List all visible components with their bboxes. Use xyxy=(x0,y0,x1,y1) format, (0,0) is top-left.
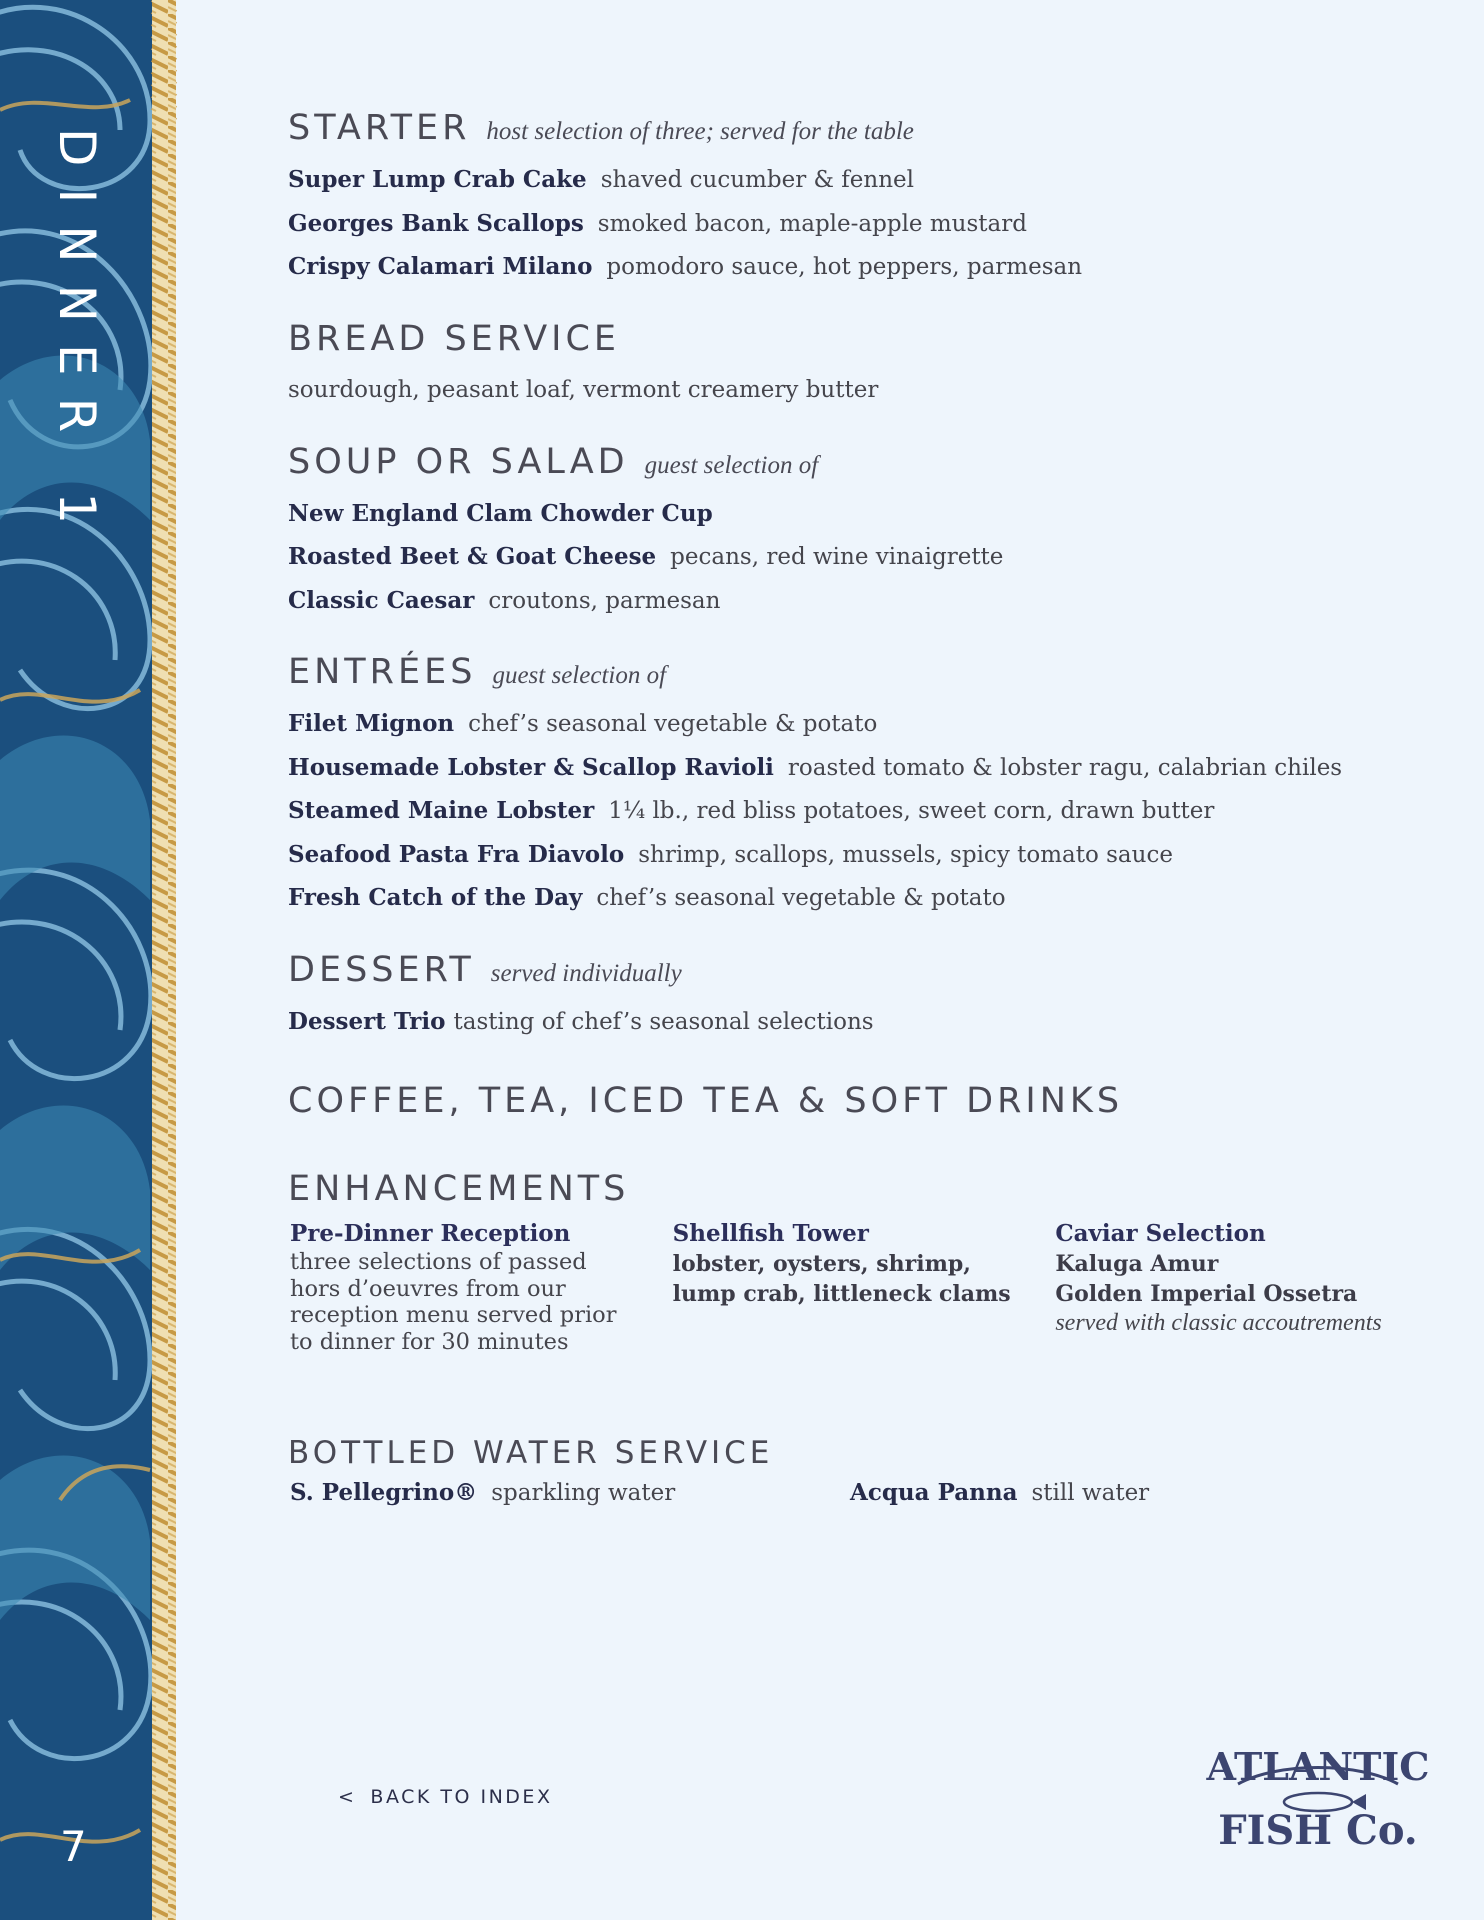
atlantic-fish-logo xyxy=(1206,1722,1430,1876)
item-desc: pomodoro sauce, hot peppers, parmesan xyxy=(606,254,1083,280)
section-bread xyxy=(288,319,1438,412)
item-name: Filet Mignon xyxy=(288,710,455,737)
logo-line2: FISH Co. xyxy=(1218,1807,1418,1854)
enhancement-caviar xyxy=(1055,1219,1438,1355)
item-desc: tasting of chef’s seasonal selections xyxy=(453,1008,874,1035)
menu-item xyxy=(288,876,1438,920)
enhancement-line: Kaluga Amur xyxy=(1055,1251,1219,1277)
section-header xyxy=(288,652,1438,702)
enhancement-reception xyxy=(290,1219,673,1355)
enhancement-line: lobster, oysters, shrimp, xyxy=(672,1251,971,1277)
menu-item xyxy=(288,492,1438,536)
section-entrees xyxy=(288,652,1438,920)
item-name: Roasted Beet & Goat Cheese xyxy=(288,543,657,570)
item-name: Acqua Panna xyxy=(850,1479,1018,1506)
menu-item xyxy=(288,245,1438,289)
section-title: COFFEE, TEA, ICED TEA & SOFT DRINKS xyxy=(288,1081,1124,1121)
section-dessert xyxy=(288,950,1438,1044)
enhancement-line: lump crab, littleneck clams xyxy=(672,1281,1011,1307)
item-name: Crispy Calamari Milano xyxy=(288,253,593,280)
section-drinks xyxy=(288,1081,1438,1131)
section-header xyxy=(288,1435,1438,1479)
enhancement-title: Shellfish Tower xyxy=(672,1220,869,1247)
item-name: S. Pellegrino® xyxy=(290,1479,478,1506)
item-desc: smoked bacon, maple-apple mustard xyxy=(597,210,1027,237)
section-title: DESSERT xyxy=(288,949,475,990)
menu-item xyxy=(288,158,1438,202)
section-note: guest selection of xyxy=(644,451,819,479)
section-note: served individually xyxy=(490,959,682,987)
enhancement-line: Golden Imperial Ossetra xyxy=(1055,1281,1358,1307)
item-name: Fresh Catch of the Day xyxy=(288,884,583,911)
section-note: guest selection of xyxy=(492,662,667,689)
section-header xyxy=(288,108,1438,158)
item-name: Dessert Trio xyxy=(288,1007,446,1035)
menu-item xyxy=(288,746,1438,790)
logo-mark xyxy=(1206,1722,1430,1872)
enhancement-line: three selections of passed xyxy=(290,1249,587,1275)
item-desc: chef’s seasonal vegetable & potato xyxy=(596,885,1006,911)
item-desc: 1¼ lb., red bliss potatoes, sweet corn, drawn butter xyxy=(608,798,1215,824)
section-starter xyxy=(288,108,1438,289)
back-to-index-link[interactable] xyxy=(338,1786,552,1808)
section-title: ENTRÉES xyxy=(288,652,477,692)
menu-content xyxy=(288,108,1438,1506)
enhancement-shellfish xyxy=(673,1219,1056,1355)
section-title: STARTER xyxy=(288,108,471,148)
item-name: Classic Caesar xyxy=(288,586,475,614)
section-header xyxy=(288,950,1438,1000)
enhancement-columns xyxy=(290,1219,1438,1355)
section-title: BOTTLED WATER SERVICE xyxy=(288,1435,774,1471)
item-desc: shrimp, scallops, mussels, spicy tomato sauce xyxy=(638,841,1173,868)
enhancement-line: reception menu served prior xyxy=(290,1302,617,1328)
enhancement-note: served with classic accoutrements xyxy=(1055,1310,1382,1336)
item-name: Steamed Maine Lobster xyxy=(288,797,595,824)
section-title: BREAD SERVICE xyxy=(288,318,621,359)
menu-item xyxy=(288,535,1438,579)
section-enhancements xyxy=(288,1169,1438,1355)
section-note: host selection of three; served for the table xyxy=(486,118,914,145)
item-name: Seafood Pasta Fra Diavolo xyxy=(288,840,625,868)
menu-item xyxy=(288,833,1438,877)
section-soup-salad xyxy=(288,442,1438,623)
item-desc: pecans, red wine vinaigrette xyxy=(670,544,1004,570)
section-header xyxy=(288,1169,1438,1219)
enhancement-line: hors d’oeuvres from our xyxy=(290,1275,566,1302)
section-header xyxy=(288,442,1438,492)
item-name: New England Clam Chowder Cup xyxy=(288,499,713,527)
menu-item xyxy=(288,202,1438,246)
bread-description: sourdough, peasant loaf, vermont creamery butter xyxy=(288,376,879,403)
section-water xyxy=(288,1435,1438,1506)
item-desc: shaved cucumber & fennel xyxy=(600,167,914,193)
section-title: SOUP OR SALAD xyxy=(288,441,629,482)
back-label: BACK TO INDEX xyxy=(370,1786,553,1808)
water-options xyxy=(290,1479,1438,1506)
enhancement-title: Caviar Selection xyxy=(1055,1220,1266,1247)
chevron-left-icon: < xyxy=(338,1786,357,1808)
menu-item xyxy=(288,579,1438,623)
section-header xyxy=(288,319,1438,369)
enhancement-title: Pre-Dinner Reception xyxy=(290,1220,571,1247)
logo-line1: ATLANTIC xyxy=(1206,1744,1430,1789)
item-desc: croutons, parmesan xyxy=(488,587,721,614)
menu-item xyxy=(288,789,1438,833)
section-header xyxy=(288,1081,1438,1131)
enhancement-line: to dinner for 30 minutes xyxy=(290,1328,569,1355)
section-title: ENHANCEMENTS xyxy=(288,1169,630,1209)
item-name: Super Lump Crab Cake xyxy=(288,166,587,193)
menu-item xyxy=(288,702,1438,746)
item-name: Housemade Lobster & Scallop Ravioli xyxy=(288,753,774,781)
page-number: 7 xyxy=(60,1822,87,1871)
item-desc: roasted tomato & lobster ragu, calabrian chiles xyxy=(787,754,1343,781)
sidebar-title: DINNER 1 xyxy=(48,128,106,547)
item-desc: still water xyxy=(1031,1480,1150,1506)
item-desc: sparkling water xyxy=(491,1480,676,1506)
item-name: Georges Bank Scallops xyxy=(288,209,584,237)
water-sparkling xyxy=(290,1479,850,1506)
menu-item xyxy=(288,1000,1438,1044)
item-desc: chef’s seasonal vegetable & potato xyxy=(468,711,878,737)
water-still xyxy=(850,1479,1149,1506)
